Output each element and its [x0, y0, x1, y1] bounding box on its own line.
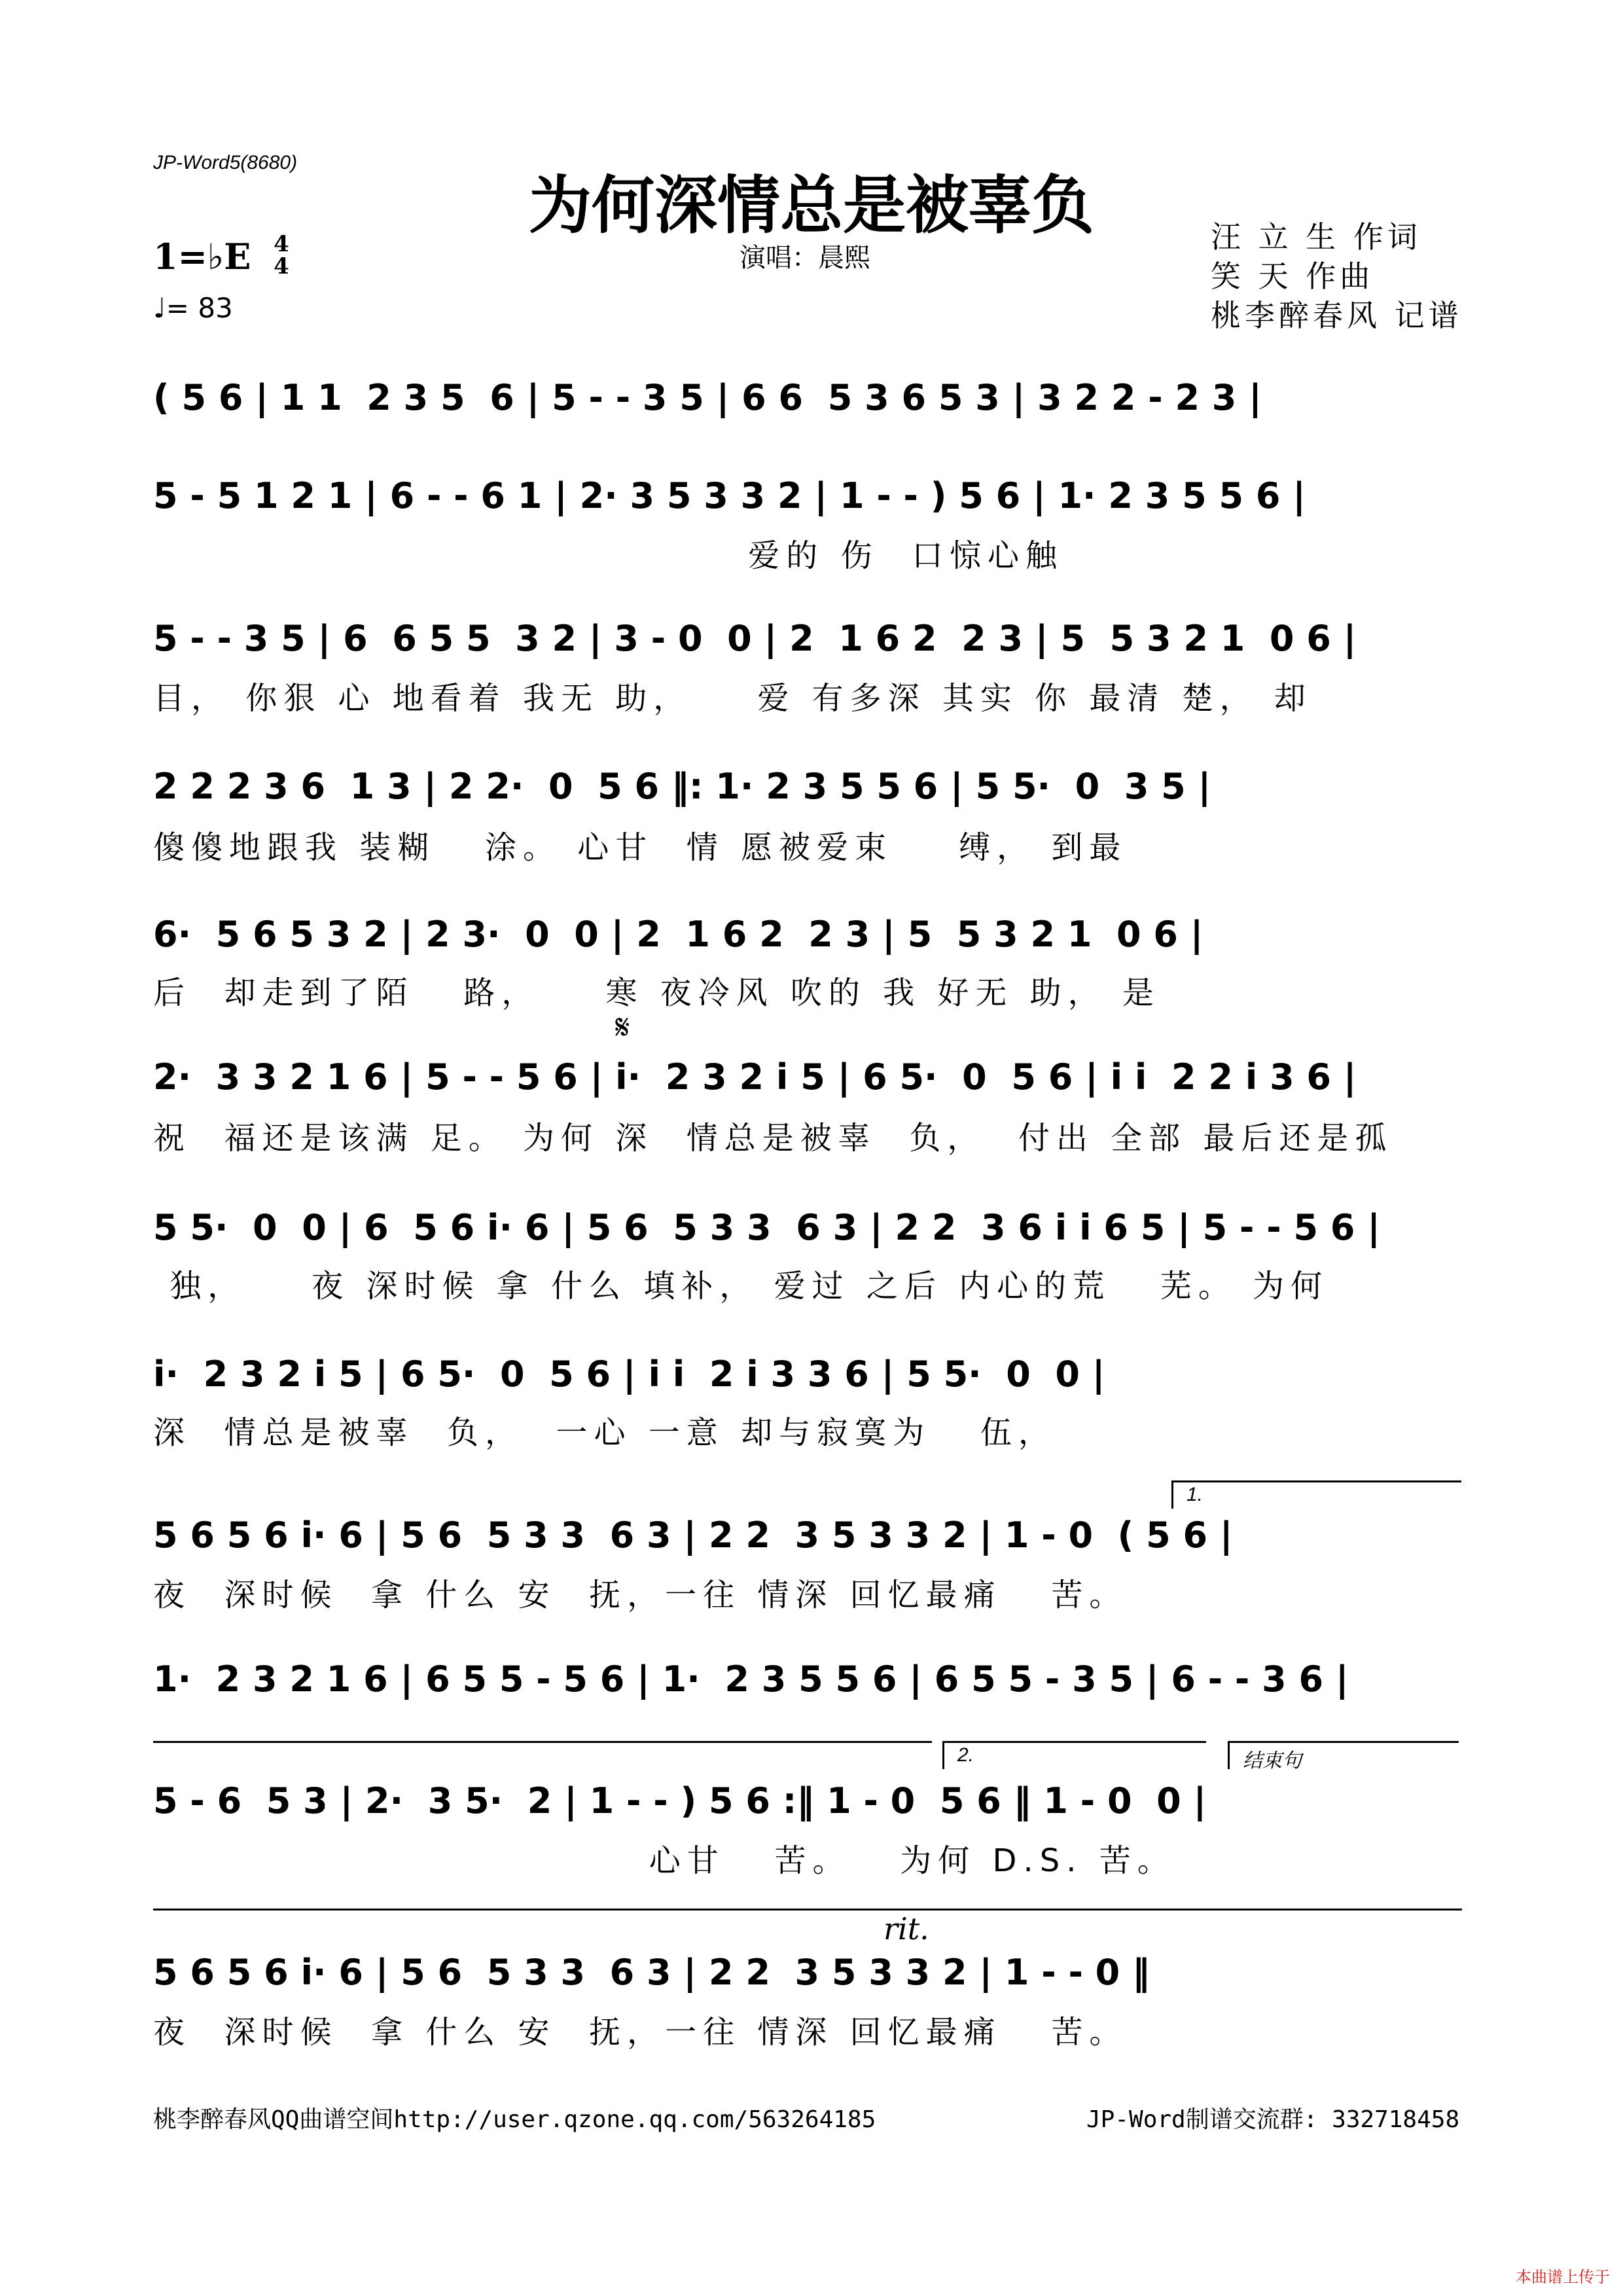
footer-right: JP-Word制谱交流群: 332718458 — [1086, 2106, 1460, 2133]
tempo-mark: ♩= 83 — [153, 292, 233, 324]
lyrics-line-3: 目， 你狠 心 地看着 我无 助， 爱 有多深 其实 你 最清 楚， 却 — [153, 680, 1312, 717]
staff-line-7: 5 5· 0 0 | 6 5 6 i· 6 | 5 6 5 3 3 6 3 | 2 2 3 6 i i 6 5 | 5 - - 5 6 | — [153, 1206, 1380, 1248]
composer-credit: 笑 天 作曲 — [1211, 259, 1374, 294]
staff-line-3: 5 - - 3 5 | 6 6 5 5 3 2 | 3 - 0 0 | 2 1 6 2 2 3 | 5 5 3 2 1 0 6 | — [153, 617, 1357, 659]
staff-line-5: 6· 5 6 5 3 2 | 2 3· 0 0 | 2 1 6 2 2 3 | 5 5 3 2 1 0 6 | — [153, 913, 1204, 955]
staff-line-12: 5 6 5 6 i· 6 | 5 6 5 3 3 6 3 | 2 2 3 5 3 3 2 | 1 - - 0 ‖ — [153, 1951, 1150, 1993]
staff-line-8: i· 2 3 2 i 5 | 6 5· 0 5 6 | i i 2 i 3 3 6 | 5 5· 0 0 | — [153, 1353, 1105, 1395]
lyrics-line-4: 傻傻地跟我 装糊 涂。 心甘 情 愿被爱束 缚， 到最 — [153, 829, 1128, 866]
time-signature — [268, 233, 294, 278]
staff-line-11: 5 - 6 5 3 | 2· 3 5· 2 | 1 - - ) 5 6 :‖ 1 - 0 5 6 ‖ 1 - 0 0 | — [153, 1780, 1207, 1821]
lyrics-line-5: 后 却走到了陌 路， 寒 夜冷风 吹的 我 好无 助， 是 — [153, 975, 1160, 1011]
volta-1-bracket — [1171, 1480, 1461, 1509]
time-sig-bottom: 4 — [274, 253, 289, 279]
key-signature: 1=♭E — [153, 236, 251, 278]
staff-line-9: 5 6 5 6 i· 6 | 5 6 5 3 3 6 3 | 2 2 3 5 3 3 2 | 1 - 0 ( 5 6 | — [153, 1514, 1233, 1556]
staff-line-4: 2 2 2 3 6 1 3 | 2 2· 0 5 6 ‖: 1· 2 3 5 5 6 | 5 5· 0 3 5 | — [153, 765, 1211, 807]
singer-credit: 演唱：晨熙 — [740, 243, 870, 273]
staff-line-6: 2· 3 3 2 1 6 | 5 - - 5 6 | i· 2 3 2 i 5 | 6 5· 0 5 6 | i i 2 2 i 3 6 | — [153, 1056, 1357, 1098]
lyrics-line-8: 深 情总是被辜 负， 一心 一意 却与寂寞为 伍， — [153, 1414, 1056, 1451]
volta-2-bracket — [942, 1741, 1206, 1769]
lyrics-line-9: 夜 深时候 拿 什么 安 抚，一往 情深 回忆最痛 苦。 — [153, 1577, 1128, 1613]
lyrics-line-6: 祝 福还是该满 足。 为何 深 情总是被辜 负， 付出 全部 最后还是孤 — [153, 1120, 1393, 1157]
staff-line-1: ( 5 6 | 1 1 2 3 5 6 | 5 - - 3 5 | 6 6 5 3 6 5 3 | 3 2 2 - 2 3 | — [153, 376, 1262, 418]
software-tag: JP-Word5(8680) — [153, 152, 298, 173]
time-sig-top: 4 — [274, 231, 289, 257]
ritardando-mark: rit. — [883, 1911, 929, 1946]
ending-bracket — [1228, 1741, 1459, 1772]
credits-block — [1211, 217, 1463, 335]
staff-line-10: 1· 2 3 2 1 6 | 6 5 5 - 5 6 | 1· 2 3 5 5 6 | 6 5 5 - 3 5 | 6 - - 3 6 | — [153, 1658, 1349, 1700]
lyrics-line-12: 夜 深时候 拿 什么 安 抚，一往 情深 回忆最痛 苦。 — [153, 2014, 1128, 2051]
staff-line-2: 5 - 5 1 2 1 | 6 - - 6 1 | 2· 3 5 3 3 2 | 1 - - ) 5 6 | 1· 2 3 5 5 6 | — [153, 475, 1306, 516]
transcriber-credit: 桃李醉春风 记谱 — [1211, 298, 1463, 333]
coda-span-line — [153, 1909, 1462, 1910]
volta-span-line — [153, 1741, 932, 1743]
lyrics-line-7: 独， 夜 深时候 拿 什么 填补， 爱过 之后 内心的荒 芜。 为何 — [153, 1268, 1329, 1304]
footer-left: 桃李醉春风QQ曲谱空间http://user.qzone.qq.com/563264185 — [153, 2106, 876, 2133]
watermark: 本曲谱上传于 — [1516, 2268, 1610, 2286]
segno-sign: 𝄋 — [615, 1008, 630, 1047]
volta-1-label: 1. — [1186, 1484, 1204, 1505]
lyrics-line-2: 爱的 伤 口惊心触 — [153, 537, 1064, 574]
lyricist-credit: 汪 立 生 作词 — [1211, 219, 1421, 255]
lyrics-line-11: 心甘 苦。 为何 D.S. 苦。 — [153, 1842, 1175, 1879]
volta-2-label: 2. — [957, 1744, 974, 1766]
ending-label: 结束句 — [1243, 1750, 1302, 1772]
song-title: 为何深情总是被辜负 — [529, 169, 1094, 242]
